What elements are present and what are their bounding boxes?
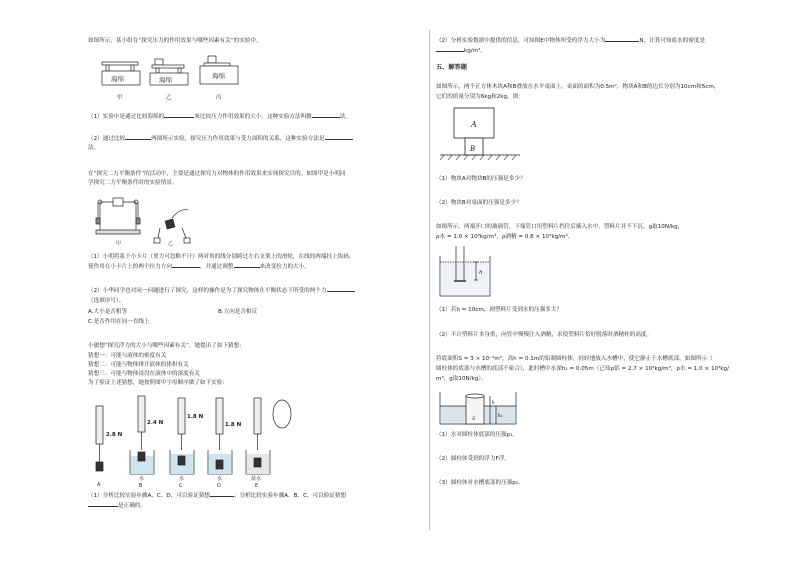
q2-1-line1: （1）小明将系于小卡片（重力可忽略不计）两对角的线分别跨过左右支架上的滑轮，在线的两端挂上钩码， xyxy=(88,254,355,260)
p2-q2: （2）不计塑料片本身重，向管中慢慢注入酒精，求使塑料片恰好脱落时酒精柱的高度。 xyxy=(436,332,653,338)
option-b: B.方向是否相反 xyxy=(218,309,258,315)
letter-a: A xyxy=(97,482,101,488)
force-balance-figure xyxy=(94,192,204,248)
reading-a: 2.8 N xyxy=(106,432,123,438)
q3-1-line2: 是正确的。 xyxy=(88,503,146,511)
cylinder-tank-figure xyxy=(436,388,520,428)
sponge-label-3: 海绵 xyxy=(212,72,225,80)
p1-q2: （2）物块B对桌面的压强是多少？ xyxy=(436,200,522,206)
intro-buoyancy-2: 为了验证上述猜想，她按照图中字母顺序做了如下实验： xyxy=(88,380,228,386)
fig1-label-a: 甲 xyxy=(117,95,123,101)
q1-1: （1）实验中是通过比较海绵的 来比较压力作用效果的大小，这种实验方法叫做 法。 xyxy=(88,114,351,120)
reading-c: 1.8 N xyxy=(187,414,204,420)
liquid-c: 水 xyxy=(179,476,185,482)
liquid-e: 盐水 xyxy=(251,476,262,482)
answer-blank[interactable] xyxy=(164,117,194,118)
answer-blank[interactable] xyxy=(312,117,340,118)
buoyancy-experiment-figure xyxy=(88,392,298,488)
option-a: A.大小是否相等 xyxy=(88,309,128,315)
liquid-b: 水 xyxy=(139,476,145,482)
answer-blank[interactable] xyxy=(605,41,639,42)
letter-c: C xyxy=(179,483,183,488)
depth-label: h xyxy=(479,270,483,276)
column-divider xyxy=(429,30,430,530)
p3-q2: （2）圆柱体受到的浮力F浮。 xyxy=(436,456,510,462)
intro-pressure: 如图所示，某小组在“探究压力的作用效果与哪些因素有关”的实验中。 xyxy=(88,38,262,44)
section-title: 五、解答题 xyxy=(436,64,467,71)
blocks-figure xyxy=(436,104,526,168)
answer-blank[interactable] xyxy=(327,291,355,292)
q2-2-line2: （选填序号）。 xyxy=(88,298,125,304)
letter-b: B xyxy=(139,483,143,488)
sponge-label-1: 海绵 xyxy=(111,75,124,83)
q3-2-line2: kg/m³。 xyxy=(436,48,486,56)
liquid-d: 水 xyxy=(217,476,223,482)
q3-1-line1: （1）分析比较实验步骤A、C、D，可以验证猜想 ；分析比较实验步骤A、B、C，可以验证猜想 xyxy=(88,493,347,499)
fig2-label-a: 甲 xyxy=(116,241,122,247)
answer-blank[interactable] xyxy=(436,51,464,52)
block-a-label: A xyxy=(471,120,477,129)
answer-blank[interactable] xyxy=(125,139,151,140)
p3-line1: 将底面积S = 3 × 10⁻³m²，高h = 0.1m的铝制圆柱体，轻轻地放入水槽中，使它静止于水槽底部，如图所示（ xyxy=(436,356,713,362)
guess-3: 猜想三：可能与物体浸没在液体中的深度有关 xyxy=(88,371,200,377)
fig1-label-c: 丙 xyxy=(216,95,222,101)
intro-balance-2: 学探究二力平衡条件时的实验情景。 xyxy=(88,180,178,186)
q3-2-line1: （2）分析实验数据中提供的信息，可知图E中物体所受的浮力大小为 N，计算可知盐水的密度是 xyxy=(436,38,706,44)
fig2-label-b: 乙 xyxy=(168,241,174,247)
p2-q1: （1）若h = 10cm，则塑料片受到水的压强多大？ xyxy=(436,307,563,313)
water-depth-label: h₁ xyxy=(497,413,503,419)
p1-line1: 如图所示，两个正方体木块A和B叠放在水平桌面上，桌面的面积为0.5m²，物块A和B的边长分别为10cm和5cm， xyxy=(436,84,720,90)
fig1-label-b: 乙 xyxy=(166,95,172,101)
letter-e: E xyxy=(255,483,259,488)
p2-line1: 如图所示，两端开口的玻璃管，下端管口用塑料片挡住后插入水中，塑料片并不下沉，g取10N/kg， xyxy=(436,224,684,230)
guess-2: 猜想二：可能与物体排开液体的体积有关 xyxy=(88,362,189,368)
intro-buoyancy: 小敏想“探究浮力的大小与哪些因素有关”，她提出了如下猜想： xyxy=(88,343,245,349)
height-label: h xyxy=(491,400,495,406)
p3-q1: （1）水对圆柱体底部的压强p₁。 xyxy=(436,432,519,438)
reading-d: 1.8 N xyxy=(225,422,242,428)
option-c: C.是否作用在同一直线上 xyxy=(88,319,150,325)
intro-balance-1: 在“探究二力平衡条件”的活动中，主要是通过探究力对物体的作用效果来实现探究目的。如图甲是小明同 xyxy=(88,171,346,177)
letter-d: D xyxy=(217,483,221,488)
answer-blank[interactable] xyxy=(234,267,260,268)
p2-line2: ρ水 = 1.0 × 10³kg/m³，ρ酒精 = 0.8 × 10³kg/m³。 xyxy=(436,234,574,240)
p3-q3: （3）圆柱体对水槽底部的压强p₂。 xyxy=(436,480,524,486)
answer-blank[interactable] xyxy=(210,496,234,497)
area-label: S xyxy=(472,416,476,422)
q1-2-end: 法。 xyxy=(88,145,100,151)
block-b-label: B xyxy=(470,145,476,153)
p3-line2: 圆柱体的底部与水槽的底部不密合），此时槽中水深h₁ = 0.05m（已知ρ铝 = 2.7 × 10³kg/m³，ρ水 = 1.0 × 10³kg/ xyxy=(436,366,729,372)
q2-1-line2: 使作用在小卡片上的两个拉力方向 ，并通过调整 来改变拉力的大小。 xyxy=(88,264,310,270)
reading-b: 2.4 N xyxy=(147,420,164,426)
p1-line2: 它们的质量分别为6kg和2kg，则： xyxy=(436,94,524,100)
answer-blank[interactable] xyxy=(172,267,200,268)
p1-q1: （1）物块A对物块B的压强是多少？ xyxy=(436,176,526,182)
sponge-experiment-figure xyxy=(100,52,250,104)
guess-1: 猜想一：可能与液体的密度有关 xyxy=(88,353,167,359)
sponge-label-2: 海绵 xyxy=(159,76,172,84)
p3-line3: m³，g取10N/kg）。 xyxy=(436,376,487,382)
answer-blank[interactable] xyxy=(325,139,353,140)
q2-2-line1: （2）小华同学也对同一问题进行了探究，这样的操作是为了探究物体在平衡状态下所受的两个力 xyxy=(88,288,355,296)
tube-figure xyxy=(436,244,496,300)
answer-blank[interactable] xyxy=(88,506,118,507)
q1-2: （2）通过比较 两图所示实验，探究压力作用效果与受力面积的关系，这种实验方法是 xyxy=(88,136,353,144)
